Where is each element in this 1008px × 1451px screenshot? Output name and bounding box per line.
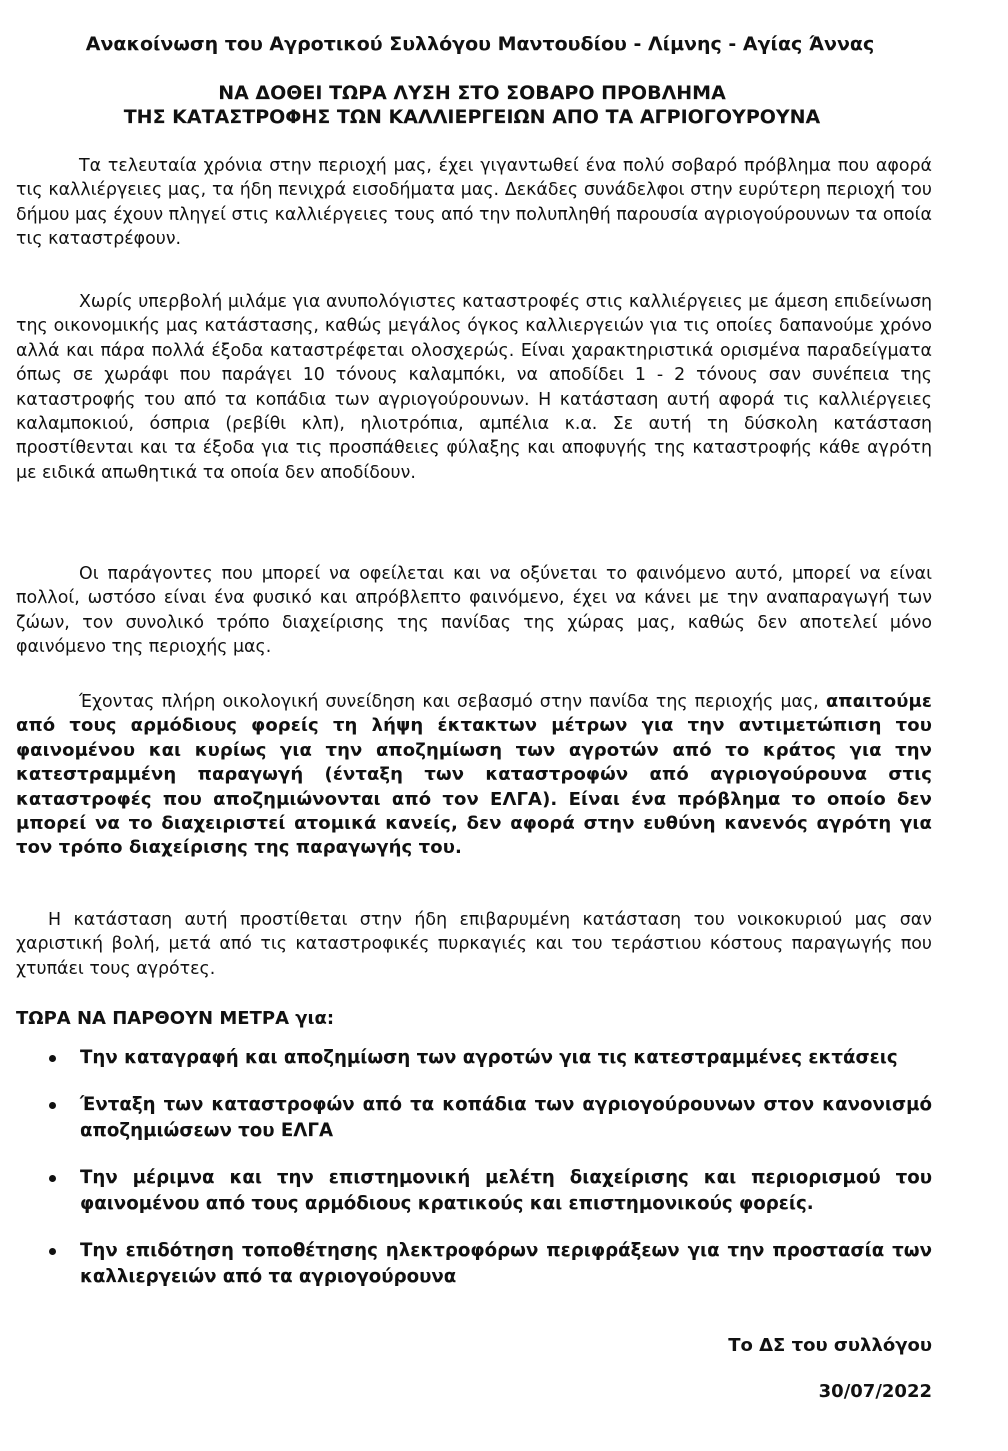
measure-text: Την μέριμνα και την επιστημονική μελέτη διαχείρισης και περιορισμού του φαινομένου από τους αρμόδιους κρατικούς και επιστημονικούς φορείς. — [80, 1167, 932, 1214]
bullet-icon — [49, 1248, 56, 1255]
paragraph-1: Τα τελευταία χρόνια στην περιοχή μας, έχει γιγαντωθεί ένα πολύ σοβαρό πρόβλημα που αφορά τις καλλιέργειες μας, τα ήδη πενιχρά εισοδήματα μας. Δεκάδες συνάδελφοι στην ευρύτερη περιοχή του δήμου μας έχουν πληγεί στις καλλιέργειες τους από την πολυπληθή παρουσία αγριογούρουνων τα οποία τις καταστρέφουν. — [16, 156, 932, 250]
paragraph-4 — [16, 690, 932, 861]
title-line-2: ΤΗΣ ΚΑΤΑΣΤΡΟΦΗΣ ΤΩΝ ΚΑΛΛΙΕΡΓΕΙΩΝ ΑΠΟ ΤΑ ΑΓΡΙΟΓΟΥΡΟΥΝΑ — [123, 106, 821, 128]
bullet-icon — [49, 1102, 56, 1109]
list-item — [16, 1238, 932, 1290]
paragraph-4-demand: απαιτούμε από τους αρμόδιους φορείς τη λήψη έκτακτων μέτρων για την αντιμετώπιση του φαινομένου και κυρίως για την αποζημίωση των αγροτών από το κράτος για την κατεστραμμένη παραγωγή (ένταξη των καταστροφών από αγριογούρουνα στις καταστροφές που αποζημιώνονται από τον ΕΛΓΑ). Είναι ένα πρόβλημα το οποίο δεν μπορεί να το διαχειριστεί ατομικά κανείς, δεν αφορά στην ευθύνη κανενός αγρότη για τον τρόπο διαχείρισης της παραγωγής του. — [16, 691, 932, 859]
list-item — [16, 1092, 932, 1144]
bullet-icon — [49, 1175, 56, 1182]
list-item — [16, 1165, 932, 1217]
measure-text: Ένταξη των καταστροφών από τα κοπάδια των αγριογούρουνων στον κανονισμό αποζημιώσεων του ΕΛΓΑ — [80, 1094, 932, 1141]
document-date: 30/07/2022 — [818, 1381, 932, 1402]
bullet-icon — [49, 1055, 56, 1062]
announcement-header: Ανακοίνωση του Αγροτικού Συλλόγου Μαντουδίου - Λίμνης - Αγίας Άννας — [85, 33, 875, 55]
paragraph-5: Η κατάσταση αυτή προστίθεται στην ήδη επιβαρυμένη κατάσταση του νοικοκυριού μας σαν χαριστική βολή, μετά από τις καταστροφικές πυρκαγιές και του τεράστιου κόστους παραγωγής που χτυπάει τους αγρότες. — [16, 910, 932, 979]
document-title — [0, 81, 944, 129]
measures-list — [16, 1045, 932, 1311]
signature: Το ΔΣ του συλλόγου — [728, 1335, 932, 1356]
paragraph-2: Χωρίς υπερβολή μιλάμε για ανυπολόγιστες καταστροφές στις καλλιέργειες με άμεση επιδείνωση της οικονομικής μας κατάστασης, καθώς μεγάλος όγκος καλλιεργειών για τις οποίες δαπανούμε χρόνο αλλά και πάρα πολλά έξοδα καταστρέφεται ολοσχερώς. Είναι χαρακτηριστικά ορισμένα παραδείγματα όπως σε χωράφι που παράγει 10 τόνους καλαμπόκι, να αποδίδει 1 - 2 τόνους σαν συνέπεια της καταστροφής του από τα κοπάδια των αγριογούρουνων. Η κατάσταση αυτή αφορά τις καλλιέργειες καλαμποκιού, όσπρια (ρεβίθι κλπ), ηλιοτρόπια, αμπέλια κ.α. Σε αυτή τη δύσκολη κατάσταση προστίθενται και τα έξοδα για τις προσπάθειες φύλαξης και αποφυγής της καταστροφής κάθε αγρότη με ειδικά απωθητικά τα οποία δεν αποδίδουν. — [16, 292, 932, 483]
list-item — [16, 1045, 932, 1071]
paragraph-4-intro: Έχοντας πλήρη οικολογική συνείδηση και σεβασμό στην πανίδα της περιοχής μας, — [79, 692, 819, 712]
title-line-1: ΝΑ ΔΟΘΕΙ ΤΩΡΑ ΛΥΣΗ ΣΤΟ ΣΟΒΑΡΟ ΠΡΟΒΛΗΜΑ — [218, 82, 726, 104]
measure-text: Την επιδότηση τοποθέτησης ηλεκτροφόρων περιφράξεων για την προστασία των καλλιεργειών από τα αγριογούρουνα — [80, 1240, 932, 1287]
measures-heading: ΤΩΡΑ ΝΑ ΠΑΡΘΟΥΝ ΜΕΤΡΑ για: — [16, 1008, 335, 1029]
paragraph-3: Οι παράγοντες που μπορεί να οφείλεται και να οξύνεται το φαινόμενο αυτό, μπορεί να είναι πολλοί, ωστόσο είναι ένα φυσικό και απρόβλεπτο φαινόμενο, έχει να κάνει με την αναπαραγωγή των ζώων, τον συνολικό τρόπο διαχείρισης της πανίδας της χώρας μας, καθώς δεν αποτελεί μόνο φαινόμενο της περιοχής μας. — [16, 564, 932, 658]
measure-text: Την καταγραφή και αποζημίωση των αγροτών για τις κατεστραμμένες εκτάσεις — [80, 1047, 898, 1068]
